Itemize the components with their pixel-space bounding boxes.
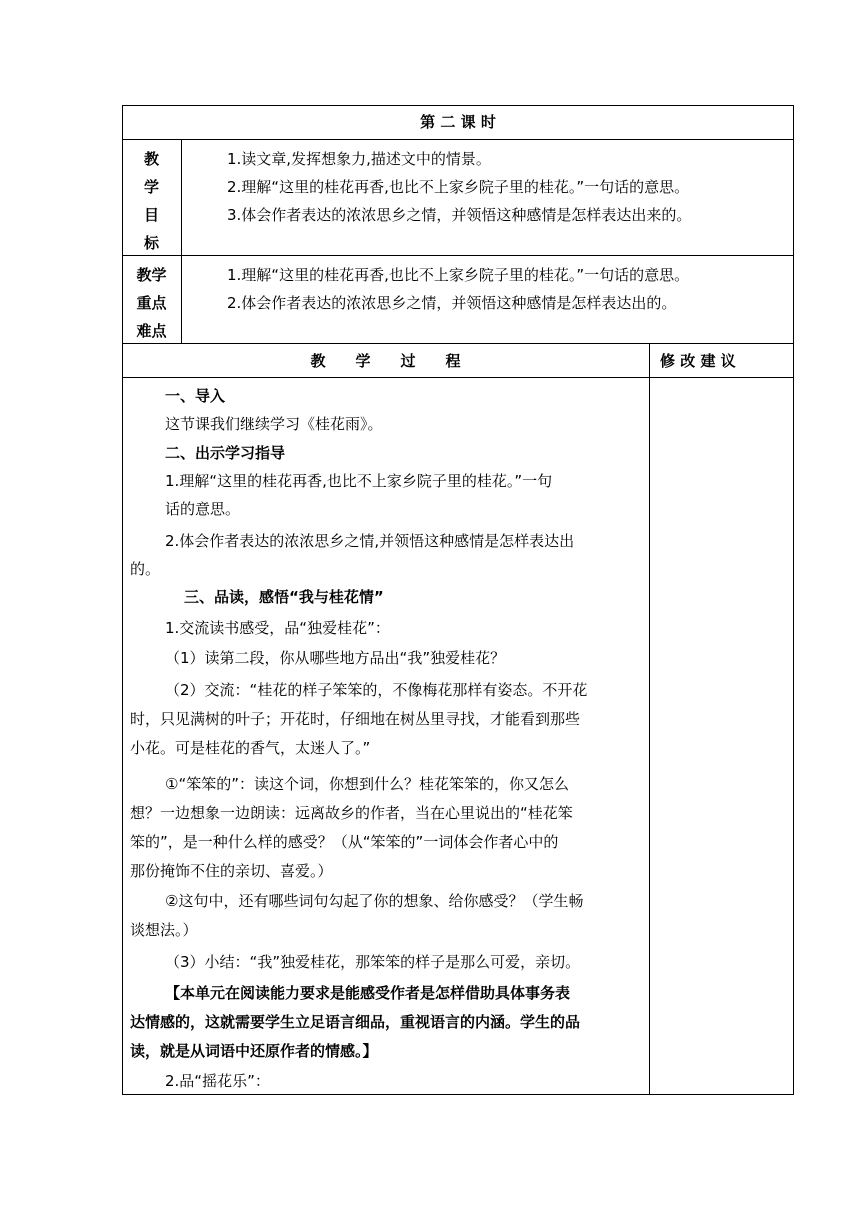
keypoints-row-bottom-border bbox=[122, 343, 794, 344]
process-line: 谈想法。） bbox=[130, 921, 198, 939]
teaching-note: 【本单元在阅读能力要求是能感受作者是怎样借助具体事务表 bbox=[165, 984, 571, 1002]
keypoint-item: 1.理解“这里的桂花再香,也比不上家乡院子里的桂花。”一句话的意思。 bbox=[227, 266, 690, 284]
title-row-bottom-border bbox=[122, 139, 794, 140]
revise-column-divider bbox=[649, 343, 650, 1095]
process-line: 的。 bbox=[130, 560, 161, 578]
process-line: ②这句中，还有哪些词句勾起了你的想象、给你感受？（学生畅 bbox=[165, 892, 584, 910]
process-header-bottom-border bbox=[122, 377, 794, 378]
process-line: 小花。可是桂花的香气，太迷人了。” bbox=[130, 739, 371, 757]
process-line: （1）读第二段，你从哪些地方品出“我”独爱桂花？ bbox=[165, 649, 506, 667]
section-heading-intro: 一、导入 bbox=[165, 387, 226, 405]
objectives-row-bottom-border bbox=[122, 255, 794, 256]
process-line: 时，只见满树的叶子；开花时，仔细地在树丛里寻找，才能看到那些 bbox=[130, 710, 581, 728]
process-line: 那份掩饰不住的亲切、喜爱。） bbox=[130, 862, 333, 880]
process-line: 想？一边想象一边朗读：远离故乡的作者，当在心里说出的“桂花笨 bbox=[130, 804, 573, 822]
process-line: （3）小结：“我”独爱桂花，那笨笨的样子是那么可爱，亲切。 bbox=[165, 953, 581, 971]
process-line: 2.品“摇花乐”： bbox=[165, 1072, 270, 1090]
process-line: 话的意思。 bbox=[165, 500, 241, 518]
process-line: 这节课我们继续学习《桂花雨》。 bbox=[165, 415, 383, 433]
objectives-label-char: 学 bbox=[143, 178, 159, 196]
teaching-note: 读，就是从词语中还原作者的情感。】 bbox=[130, 1042, 378, 1060]
process-line: 2.体会作者表达的浓浓思乡之情,并领悟这种感情是怎样表达出 bbox=[165, 532, 575, 550]
objective-item: 2.理解“这里的桂花再香,也比不上家乡院子里的桂花。”一句话的意思。 bbox=[227, 178, 690, 196]
lesson-title: 第 二 课 时 bbox=[420, 113, 496, 131]
keypoint-item: 2.体会作者表达的浓浓思乡之情，并领悟这种感情是怎样表达出的。 bbox=[227, 294, 677, 312]
objective-item: 3.体会作者表达的浓浓思乡之情，并领悟这种感情是怎样表达出来的。 bbox=[227, 206, 692, 224]
objective-item: 1.读文章,发挥想象力,描述文中的情景。 bbox=[227, 150, 491, 168]
objectives-label-char: 标 bbox=[143, 234, 159, 252]
table-top-border bbox=[122, 105, 794, 106]
table-right-border bbox=[793, 105, 794, 1095]
process-line: （2）交流：“桂花的样子笨笨的，不像梅花那样有姿态。不开花 bbox=[165, 681, 588, 699]
process-header: 教 学 过 程 bbox=[310, 352, 461, 370]
revise-header: 修 改 建 议 bbox=[660, 352, 736, 370]
section-heading-reading: 三、品读，感悟“我与桂花情” bbox=[184, 588, 384, 606]
table-bottom-border bbox=[122, 1094, 794, 1095]
objectives-label-char: 目 bbox=[143, 206, 159, 224]
objectives-label-char: 教 bbox=[143, 150, 159, 168]
teaching-note: 达情感的，这就需要学生立足语言细品，重视语言的内涵。学生的品 bbox=[130, 1013, 581, 1031]
keypoints-label-line: 教学 bbox=[136, 266, 167, 284]
process-line: ①“笨笨的”：读这个词，你想到什么？桂花笨笨的，你又怎么 bbox=[165, 775, 569, 793]
table-left-border bbox=[122, 105, 123, 1095]
process-line: 1.交流读书感受，品“独爱桂花”： bbox=[165, 619, 390, 637]
label-column-divider bbox=[181, 139, 182, 344]
keypoints-label-line: 重点 bbox=[136, 294, 167, 312]
process-line: 1.理解“这里的桂花再香,也比不上家乡院子里的桂花。”一句 bbox=[165, 472, 553, 490]
section-heading-guide: 二、出示学习指导 bbox=[165, 444, 286, 462]
process-line: 笨的”，是一种什么样的感受？（从“笨笨的”一词体会作者心中的 bbox=[130, 833, 559, 851]
keypoints-label-line: 难点 bbox=[136, 322, 167, 340]
